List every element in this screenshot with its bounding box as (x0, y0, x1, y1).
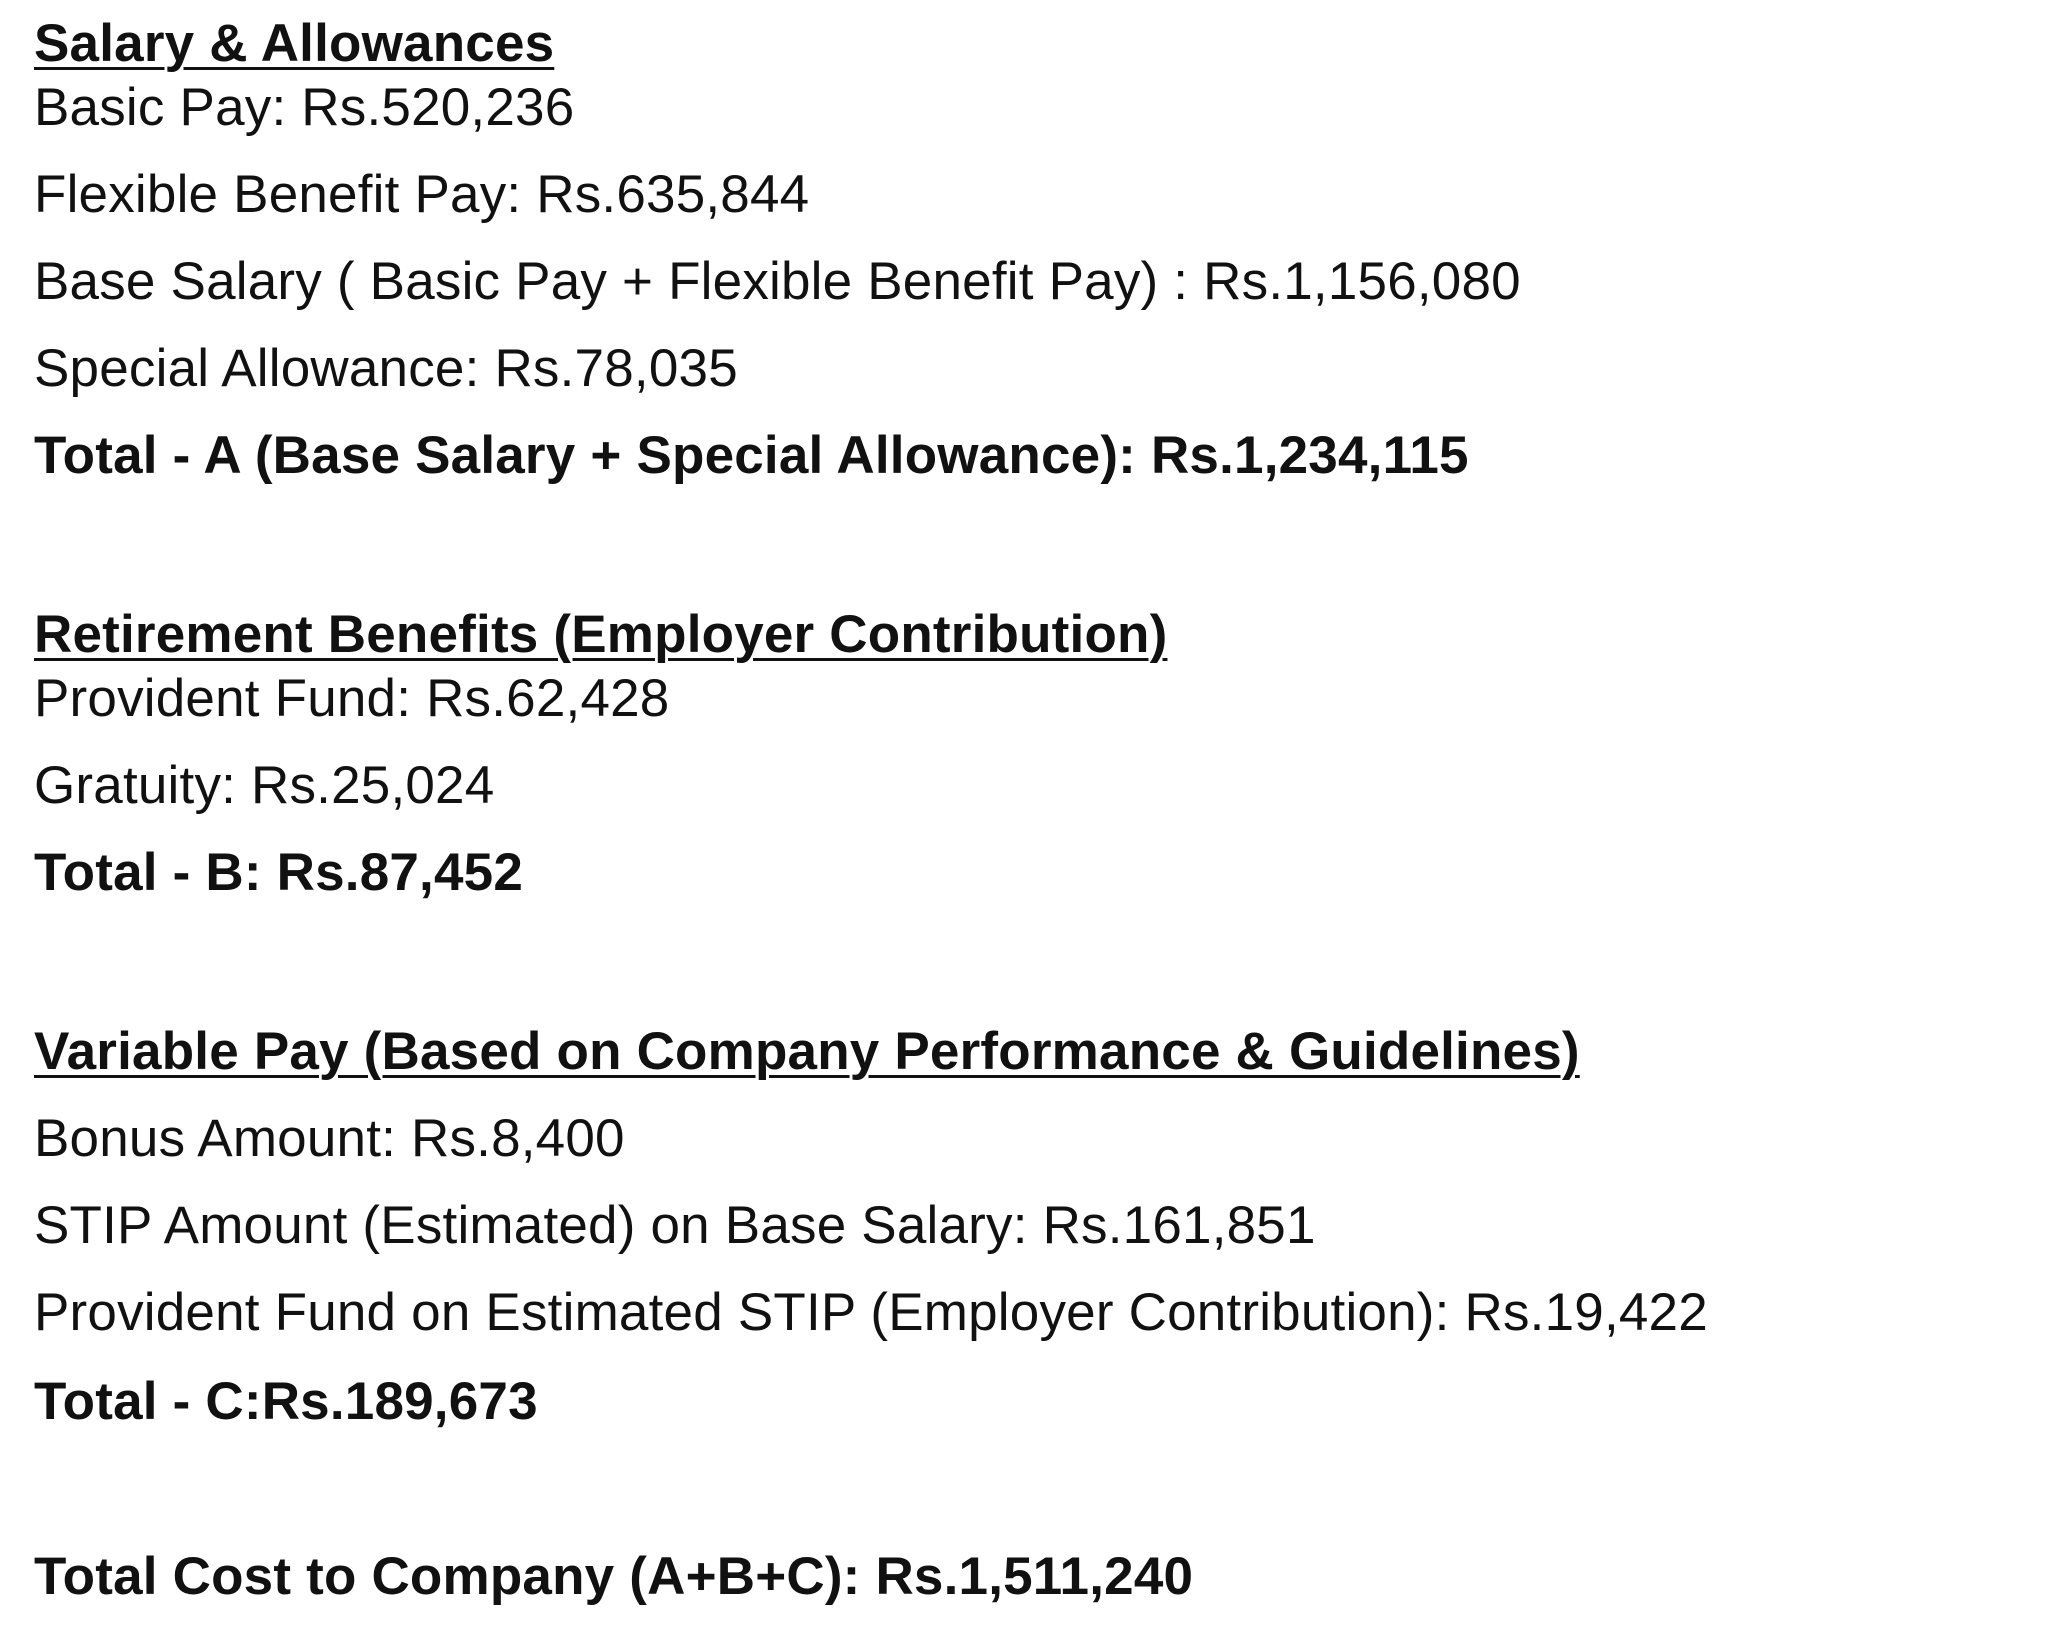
line-item-bonus-amount: Bonus Amount: Rs.8,400 (34, 1109, 625, 1168)
total-c: Total - C:Rs.189,673 (34, 1372, 538, 1431)
line-item-gratuity: Gratuity: Rs.25,024 (34, 756, 495, 815)
line-item-provident-fund: Provident Fund: Rs.62,428 (34, 669, 670, 728)
salary-breakdown-document (34, 0, 2024, 1634)
line-item-pf-on-stip: Provident Fund on Estimated STIP (Employer Contribution): Rs.19,422 (34, 1283, 1708, 1342)
section-heading-variable-pay: Variable Pay (Based on Company Performance & Guidelines) (34, 1022, 1580, 1081)
line-item-special-allowance: Special Allowance: Rs.78,035 (34, 339, 738, 398)
grand-total-ctc: Total Cost to Company (A+B+C): Rs.1,511,240 (34, 1547, 1194, 1606)
line-item-stip-amount: STIP Amount (Estimated) on Base Salary: Rs.161,851 (34, 1196, 1316, 1255)
section-heading-salary-allowances: Salary & Allowances (34, 14, 555, 73)
line-item-flexible-benefit-pay: Flexible Benefit Pay: Rs.635,844 (34, 165, 810, 224)
total-b: Total - B: Rs.87,452 (34, 843, 523, 902)
total-a: Total - A (Base Salary + Special Allowance): Rs.1,234,115 (34, 426, 1469, 485)
line-item-basic-pay: Basic Pay: Rs.520,236 (34, 78, 575, 137)
line-item-base-salary: Base Salary ( Basic Pay + Flexible Benefit Pay) : Rs.1,156,080 (34, 252, 1521, 311)
section-heading-retirement-benefits: Retirement Benefits (Employer Contribution) (34, 605, 1168, 664)
